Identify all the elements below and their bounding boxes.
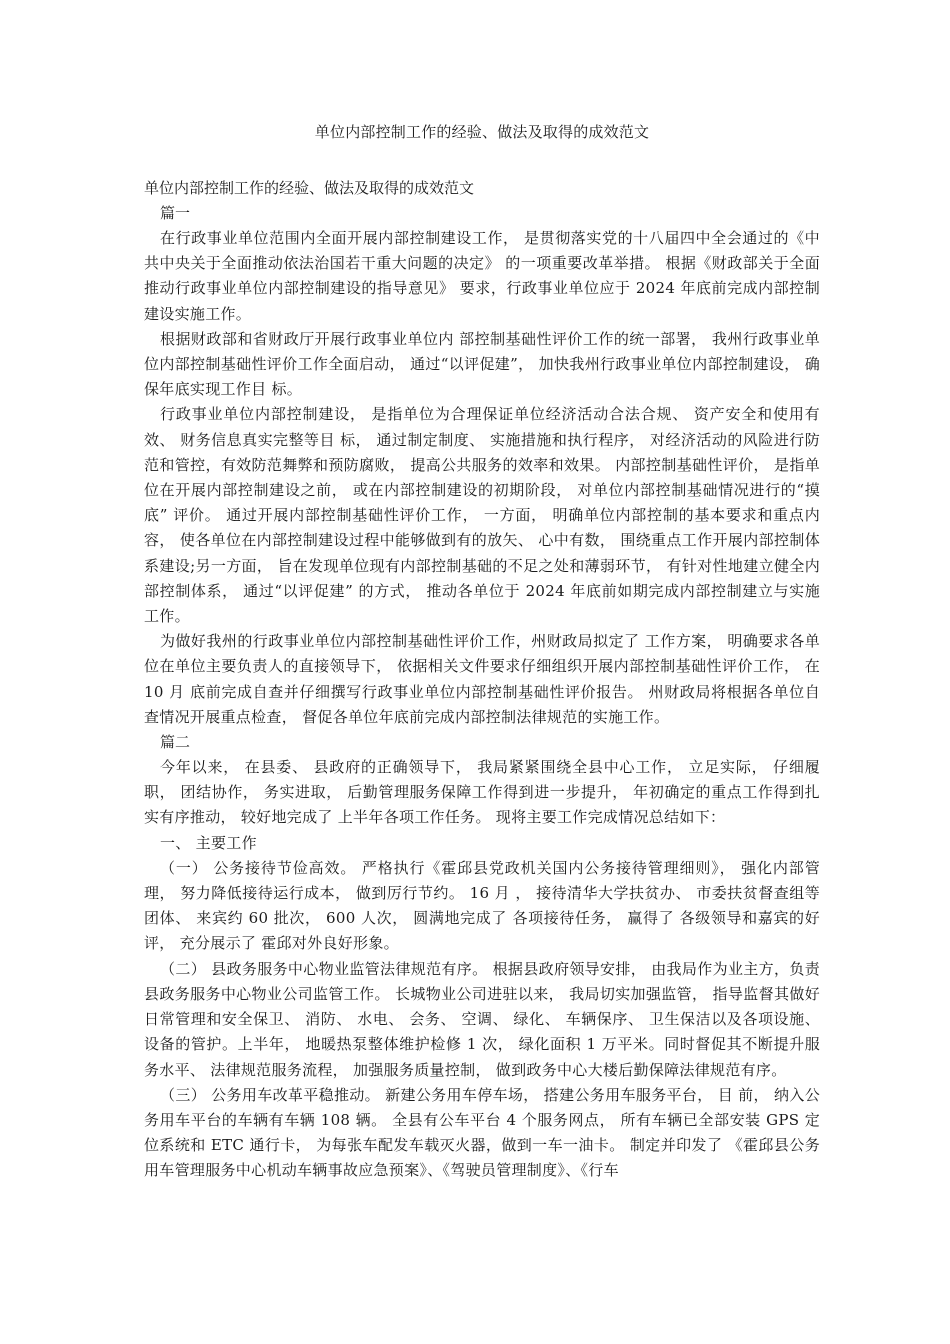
paragraph: 根据财政部和省财政厅开展行政事业单位内 部控制基础性评价工作的统一部署， 我州行政事业单位内部控制基础性评价工作全面启动， 通过“以评促建”， 加快我州行政事业单位内部控制建设， 确保年底实现工作目 标。 xyxy=(144,329,820,399)
paragraph: 今年以来， 在县委、 县政府的正确领导下， 我局紧紧围绕全县中心工作， 立足实际， 仔细履职， 团结协作， 务实进取， 后勤管理服务保障工作得到进一步提升， 年初确定的重点工作得到扎实有序推动， 较好地完成了 上半年各项工作任务。 现将主要工作完成情况总结如下： xyxy=(144,758,820,827)
paragraph: 行政事业单位内部控制建设， 是指单位为合理保证单位经济活动合法合规、 资产安全和使用有效、 财务信息真实完整等目 标， 通过制定制度、 实施措施和执行程序， 对经济活动的风险进行防范和管控，有效防范舞弊和预防腐败， 提高公共服务的效率和效果。 内部控制基础性评价， 是指单位在开展内部控制建设之前， 或在内部控制建设的初期阶段， 对单位内部控制基础情况进行的“摸底” 评价。 通过开展内部控制基础性评价工作， 一方面， 明确单位内部控制的基本要求和重点内容， 使各单位在内部控制建设过程中能够做到有的放矢、 心中有数， 围绕重点工作开展内部控制体系建设;另一方面， 旨在发现单位现有内部控制基础的不足之处和薄弱环节， 有针对性地建立健全内部控制体系， 通过“以评促建” 的方式， 推动各单位于 2024 年底前如期完成内部控制建立与实施工作。 xyxy=(144,405,820,626)
list-item: （二） 县政务服务中心物业监管法律规范有序。 根据县政府领导安排， 由我局作为业主方，负责县政务服务中心物业公司监管工作。 长城物业公司进驻以来， 我局切实加强监管， 指导监督其做好日常管理和安全保卫、 消防、 水电、 会务、 空调、 绿化、 车辆保序、 卫生保洁以及各项设施、 设备的管护。上半年， 地暖热泵整体维护检修 1 次， 绿化面积 1 万平米。同时督促其不断提升服务水平、 法律规范服务流程， 加强服务质量控制， 做到政务中心大楼后勤保障法律规范有序。 xyxy=(144,959,820,1079)
list-item: （三） 公务用车改革平稳推动。 新建公务用车停车场， 搭建公务用车服务平台， 目 前， 纳入公务用车平台的车辆有车辆 108 辆。 全县有公车平台 4 个服务网点， 所有车辆已全部安装 GPS 定位系统和 ETC 通行卡， 为每张车配发车载灭火器，做到一车一油卡。 制定并印发了 《霍邱县公务用车管理服务中心机动车辆事故应急预案》、《驾驶员管理制度》、《行车 xyxy=(144,1085,820,1180)
part1-label: 篇一 xyxy=(160,204,191,222)
part2-label: 篇二 xyxy=(160,733,191,752)
paragraph: 在行政事业单位范围内全面开展内部控制建设工作， 是贯彻落实党的十八届四中全会通过的《中共中央关于全面推动依法治国若干重大问题的决定》 的一项重要改革举措。 根据《财政部关于全面推动行政事业单位内部控制建设的指导意见》 要求，行政事业单位应于 2024 年底前完成内部控制建设实施工作。 xyxy=(144,229,820,323)
section-heading: 一、 主要工作 xyxy=(160,833,257,852)
document-page xyxy=(144,120,820,1344)
list-item: （一） 公务接待节俭高效。 严格执行《霍邱县党政机关国内公务接待管理细则》， 强化内部管理， 努力降低接待运行成本， 做到厉行节约。 16 月 ， 接待清华大学扶贫办、 市委扶贫督查组等团体、 来宾约 60 批次， 600 人次， 圆满地完成了 各项接待任务， 赢得了 各级领导和嘉宾的好评， 充分展示了 霍邱对外良好形象。 xyxy=(144,858,820,953)
document-subtitle: 单位内部控制工作的经验、做法及取得的成效范文 xyxy=(144,179,475,197)
document-title: 单位内部控制工作的经验、做法及取得的成效范文 xyxy=(314,123,650,141)
paragraph: 为做好我州的行政事业单位内部控制基础性评价工作，州财政局拟定了 工作方案， 明确要求各单位在单位主要负责人的直接领导下， 依据相关文件要求仔细组织开展内部控制基础性评价工作， 在 10 月 底前完成自查并仔细撰写行政事业单位内部控制基础性评价报告。 州财政局将根据各单位自查情况开展重点检查， 督促各单位年底前完成内部控制法律规范的实施工作。 xyxy=(144,632,820,726)
